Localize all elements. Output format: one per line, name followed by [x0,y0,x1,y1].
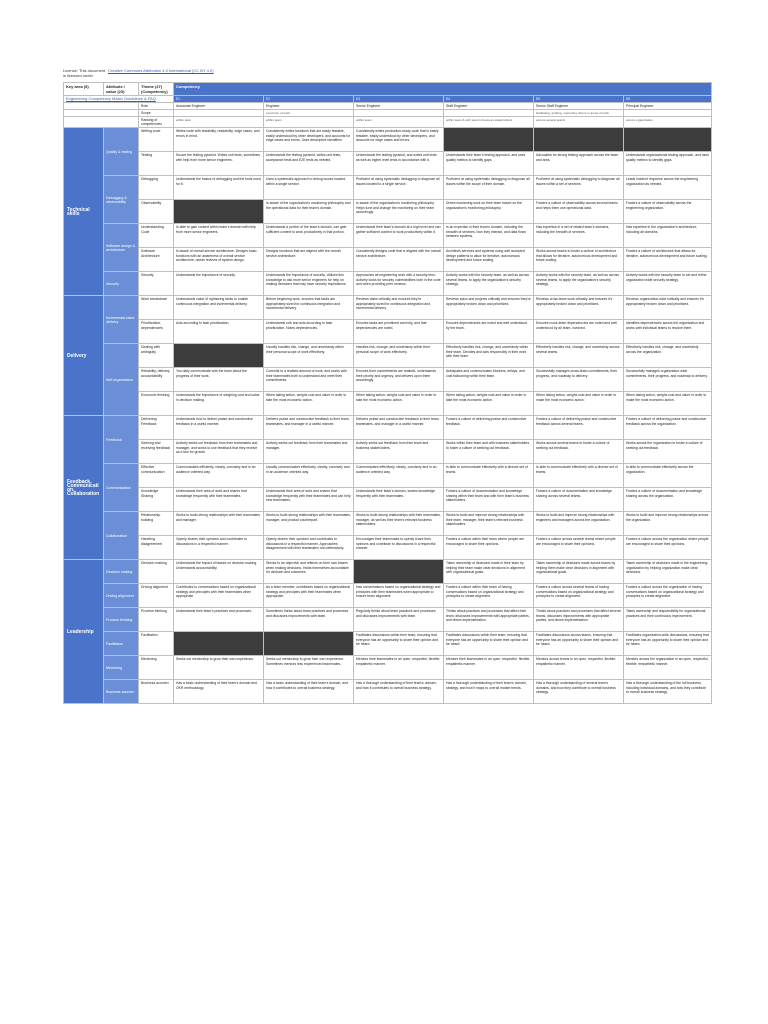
matrix-row [64,392,712,416]
attribute-cell: Feedback [104,416,139,464]
level-description-cell: Understands role and acts according to task prioritization. Notes dependencies. [264,320,354,344]
scope2-value: within team [264,117,354,128]
level-description-cell: Seeks out mentorship to grow their own experience. [174,656,264,680]
level-description-cell: Fosters a culture of documentation and knowledge sharing within their team and with their team's business stakeholders. [444,488,534,512]
key-area-cell: Technical skills [64,128,104,296]
scope-value: facilitating, guiding, mentoring others in areas of work [534,110,624,117]
role-name: Associate Engineer [174,103,264,110]
scope-label: Scope [139,110,174,117]
competency-matrix-page [63,68,711,704]
theme-cell: Reliability, delivery accountability [139,368,174,392]
level-description-cell: Takes ownership of decisions made in their team by helping their team make clear decisions in alignment with organizational goals. [444,560,534,584]
matrix-row [64,248,712,272]
level-description-cell: Understands their team's domain at a high level and can gather sufficient context to work productively within it. [354,224,444,248]
level-description-cell: Facilitates discussions across teams, ensuring that everyone has an opportunity to share their opinion and be heard. [534,632,624,656]
matrix-row [64,368,712,392]
level-description-cell: Anticipates and communicates blockers, delays, and cost ballooning within their team. [444,368,534,392]
level-description-cell: Facilitates organization-wide discussions, ensuring that everyone has an opportunity to share their opinion and be heard. [624,632,712,656]
level-description-cell: Delivers praise and constructive feedback to their team, teammates, and manager in a useful manner. [264,416,354,440]
level-description-cell [264,632,354,656]
key-area-cell: Leadership [64,560,104,704]
theme-cell: Delivering Feedback [139,416,174,440]
framework-link[interactable]: Engineering Competency Matrix Guidelines & FAQ [64,96,174,103]
level-description-cell: When taking action, weighs cost and value in order to take the most economic action. [444,392,534,416]
level-description-cell: When taking action, weighs cost and value in order to take the most economic action. [354,392,444,416]
role-name: Senior Staff Engineer [534,103,624,110]
level-description-cell [354,560,444,584]
theme-cell: Seeking and receiving feedback [139,440,174,464]
level-description-cell: Handles risk, change, and uncertainty within their personal scope of work effectively. [354,344,444,368]
theme-cell: Testing [139,152,174,176]
level-description-cell: Consistently designs code that is aligned with the overall service architecture. [354,248,444,272]
level-description-cell: Is able to communicate effectively with a diverse set of teams. [534,464,624,488]
matrix-row [64,128,712,152]
scope-value [354,110,444,117]
level-description-cell: When taking action, weighs cost and value in order to take the most economic action. [264,392,354,416]
level-description-cell: Knows the testing pyramid. Writes unit tests, sometimes with help from more senior engineers. [174,152,264,176]
level-description-cell: Acts according to task prioritization. [174,320,264,344]
level-description-cell: Seeks out mentorship to grow their own experience. Sometimes mentors less experienced teammates. [264,656,354,680]
level-description-cell: Communicates effectively, clearly, concisely and in an audience oriented way. [354,464,444,488]
attribute-cell: Security [104,272,139,296]
theme-cell: Observability [139,200,174,224]
level-description-cell: Actively works with the security team, as well as across several teams, to apply the organization's security strategy. [534,272,624,296]
level-description-cell: Fosters a culture of documentation and knowledge sharing across several teams. [534,488,624,512]
theme-cell: Understanding Code [139,224,174,248]
level-description-cell: Facilitates discussions within their team, ensuring that everyone has an opportunity to share their opinion and be heard. [444,632,534,656]
level-description-cell: Uses a systematic approach to debug issues located within a single service. [264,176,354,200]
matrix-row [64,176,712,200]
matrix-row [64,344,712,368]
level-description-cell: Effectively handles risk, change, and uncertainty across the organization. [624,344,712,368]
level-description-cell: Effectively handles risk, change, and uncertainty across several teams. [534,344,624,368]
level-description-cell: Sometimes thinks about team practices and processes and discusses improvements with team. [264,608,354,632]
scope2-value: across several teams [534,117,624,128]
key-area-cell: Delivery [64,296,104,416]
level-description-cell: Proficient at using systematic debugging to diagnose all issues within a set of services. [534,176,624,200]
theme-cell: Relationship building [139,512,174,536]
level-description-cell: Works to build strong relationships with their teammates and manager. [174,512,264,536]
level-description-cell: Mentors across the organization in an open, respectful, flexible, empathetic manner. [624,656,712,680]
level-description-cell: Understands organizational testing approach, and uses quality metrics to identify gaps. [624,152,712,176]
level-description-cell: Works within their team and with business stakeholders to foster a culture of seeking out feedback. [444,440,534,464]
level-description-cell: Fosters a culture of delivering praise and constructive feedback across the organization. [624,416,712,440]
level-description-cell: Actively seeks out feedback from their team and business stakeholders. [354,440,444,464]
role-name: Principal Engineer [624,103,712,110]
level-description-cell: Understands the importance of security. [174,272,264,296]
level-code: E1 [174,96,264,103]
level-description-cell [174,200,264,224]
level-description-cell: Ensures cross-team dependencies are noted and well understood by all team, involved. [534,320,624,344]
level-description-cell: Understands their team's practices and processes. [174,608,264,632]
matrix-row [64,632,712,656]
attribute-cell: Self-organization [104,344,139,416]
level-description-cell: Understands the basics of debugging and the tools used for it. [174,176,264,200]
level-description-cell: Drives monitoring work on their team based on the organization's monitoring philosophy. [444,200,534,224]
level-description-cell: Usually handles risk, change, and uncertainty within their personal scope of work effectively. [264,344,354,368]
competency-header: Competency [174,83,712,96]
matrix-row [64,440,712,464]
level-description-cell: Works to build strong relationships with their teammates, manager, and product counterpart. [264,512,354,536]
level-description-cell: Reviews epics and projects critically and ensures they're appropriately broken down and prioritized. [444,296,534,320]
level-description-cell: Understands the impact of biases on decision making. Understands accountability. [174,560,264,584]
level-description-cell [444,128,534,152]
attribute-cell: Communication [104,464,139,512]
matrix-row [64,320,712,344]
level-description-cell: Communicates efficiently, clearly, concisely and in an audience oriented way. [174,464,264,488]
level-description-cell: Approaches all engineering work with a security lens. Actively looks for security vulnerabilities both in the code and when providing peer reviews. [354,272,444,296]
theme-cell: Software Architecture [139,248,174,272]
theme-cell: Effective communication [139,464,174,488]
level-description-cell [624,128,712,152]
level-description-cell: Fosters a culture of documentation and knowledge sharing across the organization. [624,488,712,512]
level-description-cell: Actively seeks out feedback from their teammates and manager. [264,440,354,464]
level-description-cell [534,128,624,152]
matrix-row [64,536,712,560]
level-description-cell [174,632,264,656]
matrix-row [64,152,712,176]
competency-matrix-table [63,82,712,704]
attribute-cell: Process thinking [104,608,139,632]
role-label: Role [139,103,174,110]
level-description-cell: Is aware of overall service architecture. Designs basic functions with an awareness of overall service architecture, needs reviews of system design. [174,248,264,272]
level-description-cell: Fosters a culture of delivering praise and constructive feedback. [444,416,534,440]
level-description-cell: Understands value of rightsizing tasks to enable continuous integration and incremental delivery. [174,296,264,320]
theme-cell: Work breakdown [139,296,174,320]
level-description-cell: Is an expertise in their team's domain, including the breadth of services, how they interact, and data flows between systems. [444,224,534,248]
level-description-cell: Openly shares their opinions and contributes to discussions in a respectful manner. Approaches disagreement with their teammates non-defensively. [264,536,354,560]
level-description-cell: Has expertise in the organization's architecture, including all domains. [624,224,712,248]
theme-cell: Facilitation [139,632,174,656]
level-description-cell: When taking action, weighs cost and value in order to make the most economic action. [534,392,624,416]
framework-row [64,96,712,103]
level-code: E2 [264,96,354,103]
matrix-row [64,272,712,296]
level-description-cell: Understands their team's domain, shares knowledge frequently with their teammates. [354,488,444,512]
level-description-cell: Reviews cross-team work critically and ensures it's appropriately broken down and prioritized. [534,296,624,320]
level-description-cell: Encourages their teammates to openly share their opinions and contribute to discussions in a respectful manner. [354,536,444,560]
level-description-cell: Has a basic understanding of their team's domain, and how it contributes to overall business strategy. [264,680,354,704]
level-description-cell [174,344,264,368]
level-description-cell: Actively works with the security team to set and refine organization wide security strategy. [624,272,712,296]
matrix-row [64,680,712,704]
level-description-cell: Works to build strong relationships with their teammates, manager, as well as their team's relevant business stakeholders. [354,512,444,536]
level-description-cell: Thinks about practices and processes that affect several teams, discusses improvements with appropriate parties, and drives implementation. [534,608,624,632]
level-description-cell: Architects services and systems using well accepted design patterns to allow for iterative, autonomous development and future scaling. [444,248,534,272]
level-description-cell: Successfully manages cross-team commitments, their progress, and roadmap to delivery. [534,368,624,392]
level-description-cell: Actively seeks out feedback from their teammates and manager, and works to use feedback that they receive as a tool for growth. [174,440,264,464]
theme-cell: Security [139,272,174,296]
level-description-cell: Has a thorough understanding of several team's domains, and how they contribute to overall business strategy. [534,680,624,704]
theme-cell: Debugging [139,176,174,200]
matrix-row [64,488,712,512]
license-link[interactable]: Creative Commons Attribution 4.0 International (CC BY 4.0) [108,68,214,73]
level-description-cell: Fosters a culture of architecture that allows for iterative, autonomous development and future scaling. [624,248,712,272]
level-description-cell: Writes code with testability, readability, edge cases, and errors in mind. [174,128,264,152]
attribute-cell: Quality & testing [104,128,139,176]
level-description-cell: Mentors across teams in an open, respectful, flexible, empathetic manner. [534,656,624,680]
level-description-cell: Usually communicates effectively, clearly, concisely and in an audience oriented way. [264,464,354,488]
level-description-cell: Reviews tasks critically and ensures they're appropriately sized for continuous integration and incremental delivery. [354,296,444,320]
level-description-cell: Identifies dependencies across the organization and works with individual teams to resolve them. [624,320,712,344]
level-description-cell: Before beginning work, ensures that tasks are appropriately sized for continuous integration and incremental delivery. [264,296,354,320]
theme-cell: Business acumen [139,680,174,704]
theme-cell: Prioritization, dependencies [139,320,174,344]
scope-value [444,110,534,117]
ranking-label: Ranking of competencies [139,117,174,128]
level-description-cell: Understands the testing pyramid, writes unit tests, acceptance tests and E2E tests as needed. [264,152,354,176]
level-description-cell: Understands their area of work and shares that knowledge frequently with their teammates and can help new teammates. [264,488,354,512]
attribute-cell: Facilitation [104,632,139,656]
level-description-cell: Is able to gain context within team's domain with help from more senior engineers. [174,224,264,248]
scope2-value: within team [354,117,444,128]
level-description-cell: Works to build and improve strong relationships with engineers and managers across the organization. [534,512,624,536]
level-description-cell: Ensures tasks are prioritized correctly, and that dependencies are noted. [354,320,444,344]
key-area-header: Key area (5) [64,83,104,96]
level-description-cell: Takes ownership of decisions made in the engineering organization by helping organization make clear decisions. [624,560,712,584]
header-row [64,83,712,96]
attribute-header: Attribute / value (23) [104,83,139,96]
matrix-row [64,464,712,488]
role-name: Staff Engineer [444,103,534,110]
level-description-cell: Has a thorough understanding of their team's domain, strategy, and how it maps to overall market trends. [444,680,534,704]
level-description-cell: Thinks about practices and processes that affect their team, discusses improvements with appropriate parties, and drives implementation. [444,608,534,632]
matrix-row [64,560,712,584]
level-description-cell: Fosters a culture across the organization of having conversations based on organizational strategy and principles to create alignment. [624,584,712,608]
level-code: E3 [354,96,444,103]
level-description-cell: Is aware of the organization's monitoring philosophy. Helps tune and change the monitoring on their team accordingly. [354,200,444,224]
level-description-cell: Works to build and improve strong relationships with their team, manager, their team's relevant business stakeholders. [444,512,534,536]
role-name: Senior Engineer [354,103,444,110]
level-description-cell: Understands their team's testing approach, and uses quality metrics to identify gaps. [444,152,534,176]
matrix-row [64,416,712,440]
level-description-cell: Understands their area of work and shares that knowledge frequently with their teammates. [174,488,264,512]
role-row [64,103,712,110]
level-description-cell: Contributes to conversations based on organizational strategy and principles with their teammates when appropriate. [174,584,264,608]
license-text: License: This document is licensed under [63,68,106,78]
level-code: E5 [534,96,624,103]
level-description-cell: Takes ownership and responsibility for organizational practices and their continuous improvement. [624,608,712,632]
level-description-cell: Successfully manages organization-wide commitments, their progress, and roadmap to delivery. [624,368,712,392]
theme-cell: Dealing with ambiguity [139,344,174,368]
scope2-value: within task [174,117,264,128]
level-description-cell: Works across teams to foster a culture of architecture that allows for iterative, autonomous development and future scaling. [534,248,624,272]
theme-header: Theme (27) (Competency) [139,83,174,96]
level-description-cell: Fosters a culture of observability across several teams and helps them use operational data. [534,200,624,224]
level-description-cell: As a team member, contributes based on organizational strategy and principles with their teammates when appropriate. [264,584,354,608]
level-description-cell: Strives to be objective and reflects on their own biases when making decisions. Holds themselves accountable for decision and outcomes. [264,560,354,584]
level-description-cell: Mentors their teammates in an open, respectful, flexible, empathetic manner. [354,656,444,680]
theme-cell: Decision making [139,560,174,584]
scope2-row [64,117,712,128]
level-description-cell: Is able to communicate effectively across the organization. [624,464,712,488]
level-description-cell: Consistently writes functions that are easily testable, easily understood by other developers, and accounts for edge cases and errors. Uses descriptive identifiers. [264,128,354,152]
level-description-cell: Facilitates discussions within their team, ensuring that everyone has an opportunity to share their opinion and be heard. [354,632,444,656]
level-description-cell: Proficient at using systematic debugging to diagnose all issues within the scope of their domain. [444,176,534,200]
theme-cell: Process thinking [139,608,174,632]
level-description-cell: Commits to a realistic amount of work, and works with their teammates both to understand and meet their commitments. [264,368,354,392]
scope-value [624,110,712,117]
level-description-cell: Effectively handles risk, change, and uncertainty within their team. Decides and acts responsibly in their work with their team. [444,344,534,368]
level-description-cell: Works across the organization to foster a culture of seeking out feedback. [624,440,712,464]
attribute-cell: Mentoring [104,656,139,680]
level-description-cell: Fosters a culture across several teams of having conversations based on organizational strategy and principles to create alignment. [534,584,624,608]
matrix-row [64,608,712,632]
scope2-value: within team & with team's business stakeholders [444,117,534,128]
level-description-cell: Fosters a culture of delivering praise and constructive feedback across several teams. [534,416,624,440]
matrix-row [64,656,712,680]
level-description-cell: Ensures dependencies are noted and well understood by the team. [444,320,534,344]
level-description-cell: Works across several teams to foster a culture of seeking out feedback. [534,440,624,464]
level-description-cell: Understands the importance of security. Utilizes this knowledge to ask more senior engineers for help on making decisions that may have security implications. [264,272,354,296]
level-description-cell: Fosters a culture across several teams where people are encouraged to share their opinions. [534,536,624,560]
theme-cell: Knowledge Sharing [139,488,174,512]
level-description-cell: Understands the importance of weighing cost and value in decision making. [174,392,264,416]
attribute-cell: Incremental value delivery [104,296,139,344]
matrix-row [64,584,712,608]
scope-value: execution of work [264,110,354,117]
attribute-cell: Business acumen [104,680,139,704]
level-description-cell: Leads incident response across the engineering organization as needed. [624,176,712,200]
level-description-cell: Fosters a culture across the organization where people are encouraged to share their opinions. [624,536,712,560]
level-description-cell: Has a basic understanding of their team's domain and OKR methodology. [174,680,264,704]
level-description-cell: Fosters a culture within their team where people are encouraged to share their opinions. [444,536,534,560]
matrix-row [64,296,712,320]
level-description-cell: When taking action, weighs cost and value in order to make the most economic action. [624,392,712,416]
scope-value [174,110,264,117]
attribute-cell: Collaboration [104,512,139,560]
level-code: E4 [444,96,534,103]
attribute-cell: Driving alignment [104,584,139,608]
level-code: E6 [624,96,712,103]
level-description-cell: Regularly thinks about team practices and processes and discusses improvements with team. [354,608,444,632]
level-description-cell: Fosters a culture of observability across the engineering organization. [624,200,712,224]
level-description-cell: Designs functions that are aligned with the overall service architecture. [264,248,354,272]
attribute-cell: Decision making [104,560,139,584]
level-description-cell: Takes ownership of decisions made across teams by helping them make clear decisions in alignment with organizational goals. [534,560,624,584]
theme-cell: Mentoring [139,656,174,680]
level-description-cell: Ensures their commitments are realistic, understands their priority and urgency, and delivers upon them accordingly. [354,368,444,392]
level-description-cell: Is able to communicate effectively with a diverse set of teams. [444,464,534,488]
theme-cell: Writing code [139,128,174,152]
level-description-cell: Actively works with the security team, as well as across several teams, to apply the organization's security strategy. [444,272,534,296]
scope2-value: across organization [624,117,712,128]
license-notice [63,68,711,82]
key-area-cell: Feedback, Communication, Collaboration [64,416,104,560]
level-description-cell: Has a thorough understanding of their team's domain, and how it contributes to overall business strategy. [354,680,444,704]
level-description-cell: Understands a portion of the team's domain, can gain sufficient context to work productively in that portion. [264,224,354,248]
level-description-cell: Has expertise in a set of related team's domains, including the breadth of services. [534,224,624,248]
matrix-row [64,224,712,248]
level-description-cell: Is aware of the organization's monitoring philosophy and the operational data for their team's domain. [264,200,354,224]
scope-row [64,110,712,117]
theme-cell: Driving alignment [139,584,174,608]
role-name: Engineer [264,103,354,110]
level-description-cell: Fosters a culture within their team of having conversations based on organizational strategy and principles to create alignment. [444,584,534,608]
level-description-cell: Proficient at using systematic debugging to diagnose all issues located to a single service. [354,176,444,200]
level-description-cell: Understands how to deliver praise and constructive feedback in a useful manner. [174,416,264,440]
theme-cell: Economic thinking [139,392,174,416]
level-description-cell: Works to build and improve strong relationships across the organization. [624,512,712,536]
level-description-cell: Advocates for strong testing approach across the team and area. [534,152,624,176]
level-description-cell: Consistently writes production-ready code that is easily testable, easily understood by other developers, and accounts for edge cases and errors. [354,128,444,152]
attribute-cell: Software design & architecture [104,224,139,272]
theme-cell: Handling disagreement [139,536,174,560]
level-description-cell: Has conversations based on organizational strategy and principles with their teammates when appropriate to ensure team alignment. [354,584,444,608]
matrix-row [64,512,712,536]
level-description-cell: Delivers praise and constructive feedback to their team, teammates, and manager in a useful manner. [354,416,444,440]
level-description-cell: Understands the testing pyramid, and writes unit tests as well as higher level tests in accordance with it. [354,152,444,176]
level-description-cell: Reviews organization-wide critically and ensures it's appropriately broken down and prioritized. [624,296,712,320]
attribute-cell: Debugging & observability [104,176,139,224]
level-description-cell: Mentors their teammates in an open, respectful, flexible, empathetic manner. [444,656,534,680]
level-description-cell: Openly shares their opinions and contributes to discussions in a respectful manner. [174,536,264,560]
matrix-row [64,200,712,224]
level-description-cell: You daily communicate with the team about the progress of their work. [174,368,264,392]
level-description-cell: Has a thorough understanding of the full business, including individual domains, and how they contribute to overall business strategy. [624,680,712,704]
